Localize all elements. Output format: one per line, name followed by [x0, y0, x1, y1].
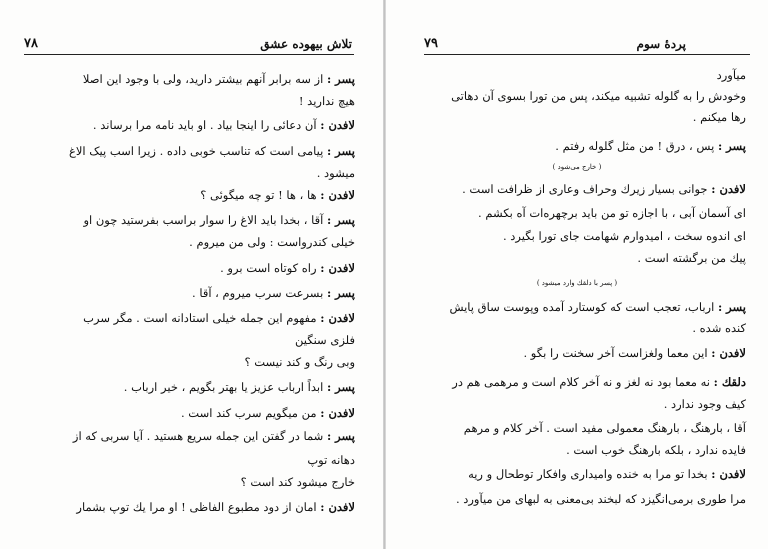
line-text: آن دعائی را اینجا بیاد . او باید نامه مرا برساند .	[92, 118, 321, 132]
speaker-name: پسر :	[326, 429, 355, 443]
text-line	[241, 475, 355, 489]
line-text: میشود .	[316, 166, 355, 180]
speaker-name: لافدن :	[320, 311, 355, 325]
line-text: بسرعت سرب میروم ، آقا .	[192, 286, 327, 300]
speaker-name: پسر :	[717, 139, 746, 153]
text-line	[76, 500, 355, 514]
text-line	[124, 380, 355, 394]
line-text: من میگویم سرب کند است .	[181, 406, 321, 420]
line-text: این معما ولغزاست آخر سخنت را بگو .	[523, 346, 712, 360]
line-text: وخودش را به گلوله تشبیه میکند، پس من تورا بسوی آن دهاتی	[451, 89, 746, 103]
right-page-header	[424, 34, 750, 55]
speaker-name: لافدن :	[711, 346, 746, 360]
line-text: ای اندوه سخت ، امیدوارم شهامت جای تورا بگیرد .	[503, 229, 746, 243]
right-running-title: پردهٔ سوم	[636, 37, 686, 51]
text-line	[299, 94, 355, 108]
speaker-name: لافدن :	[320, 406, 355, 420]
line-text: ارباب، تعجب است که کوستارد آمده وپوست ساق پایش	[449, 300, 718, 314]
line-text: پیامی است که تناسب خوبی داده . زیرا اسب پیک الاغ	[68, 144, 327, 158]
speaker-name: لافدن :	[320, 500, 355, 514]
speaker-name: پسر :	[326, 72, 355, 86]
line-text: خیلی کندرواست : ولی من میروم .	[189, 235, 355, 249]
right-page	[386, 0, 768, 549]
text-line	[181, 406, 355, 420]
line-text: رها میکنم .	[692, 110, 746, 124]
stage-direction	[386, 276, 768, 290]
line-text: فایده ندارد ، بلکه بارهنگ خوب است .	[566, 443, 746, 457]
left-page-number: ۷۸	[24, 36, 38, 51]
speaker-name: پسر :	[326, 213, 355, 227]
text-line	[451, 89, 746, 103]
speaker-name: پسر :	[717, 300, 746, 314]
text-line	[244, 355, 355, 369]
line-text: ( خارج می‌شود )	[552, 163, 602, 171]
line-text: ها ، ها ! تو چه میگوئی ؟	[200, 188, 321, 202]
text-line	[192, 286, 355, 300]
line-text: هیچ ندارید !	[298, 94, 355, 108]
line-text: از سه برابر آنهم بیشتر دارید، ولی با وجود این اصلا	[82, 72, 327, 86]
line-text: آقا ، بارهنگ ، بارهنگ معمولی مفید است . آخر کلام و مرهم	[463, 421, 746, 435]
text-line	[637, 251, 746, 265]
text-line	[693, 110, 746, 124]
right-page-number: ۷۹	[424, 36, 438, 51]
text-line	[200, 188, 355, 202]
line-text: ( پسر با دلقك وارد میشود )	[536, 279, 618, 287]
speaker-name: لافدن :	[711, 182, 746, 196]
text-line	[717, 68, 746, 82]
text-line	[692, 321, 746, 335]
stage-direction	[386, 160, 768, 174]
speaker-name: لافدن :	[320, 188, 355, 202]
text-line	[566, 443, 746, 457]
text-line	[449, 300, 746, 314]
line-text: جوانی بسیار زیرك وحراف وعاری از ظرافت است .	[462, 182, 712, 196]
text-line	[307, 453, 355, 467]
speaker-name: لافدن :	[711, 467, 746, 481]
text-line	[664, 397, 746, 411]
text-line	[69, 144, 355, 158]
line-text: پس ، درق ! من مثل گلوله رفتم .	[555, 139, 718, 153]
line-text: وبی رنگ و کند نیست ؟	[244, 355, 355, 369]
line-text: کیف وجود ندارد .	[663, 397, 746, 411]
speaker-name: پسر :	[326, 286, 355, 300]
text-line	[452, 375, 746, 389]
text-line	[83, 213, 355, 227]
line-text: نه معما بود نه لغز و نه آخر کلام است و مرهمی هم در	[452, 375, 714, 389]
line-text: خارج میشود کند است ؟	[240, 475, 355, 489]
text-line	[468, 467, 746, 481]
text-line	[83, 311, 355, 325]
line-text: امان از دود مطبوع الفاظی ! او مرا یك توپ بشمار	[76, 500, 321, 514]
line-text: دهانه توپ	[307, 453, 355, 467]
speaker-name: دلقك :	[713, 375, 746, 389]
text-line	[524, 346, 747, 360]
text-line	[73, 429, 355, 443]
text-line	[555, 139, 746, 153]
text-line	[220, 261, 355, 275]
left-page	[0, 0, 383, 549]
text-line	[464, 421, 746, 435]
line-text: بخدا تو مرا به خنده وامیداری وافکار توطحال و ریه	[468, 467, 712, 481]
line-text: پیك من برگشته است .	[637, 251, 746, 265]
line-text: فلزی سنگین	[295, 333, 355, 347]
text-line	[83, 72, 355, 86]
text-line	[93, 118, 355, 132]
line-text: کنده شده .	[692, 321, 746, 335]
line-text: آقا ، بخدا باید الاغ را سوار براسب بفرستید چون او	[83, 213, 327, 227]
left-running-title: تلاش بیهوده عشق	[260, 37, 352, 51]
left-page-header	[24, 34, 354, 55]
line-text: مفهوم این جمله خیلی استادانه است . مگر سرب	[83, 311, 321, 325]
speaker-name: پسر :	[326, 144, 355, 158]
line-text: مرا طوری برمی‌انگیزد که لبخند بی‌معنی به لبهای من میآورد .	[455, 492, 746, 506]
line-text: راه کوتاه است برو .	[220, 261, 321, 275]
text-line	[189, 235, 355, 249]
speaker-name: لافدن :	[320, 118, 355, 132]
line-text: ابداً ارباب عزیز یا بهتر بگویم ، خیر ارباب .	[123, 380, 327, 394]
line-text: ای آسمان آبی ، با اجازه تو من باید برچهره‌ات آه بکشم .	[478, 206, 746, 220]
text-line	[462, 182, 746, 196]
text-line	[295, 333, 355, 347]
text-line	[478, 206, 746, 220]
speaker-name: لافدن :	[320, 261, 355, 275]
line-text: شما در گفتن این جمله سریع هستید . آیا سربی که از	[72, 429, 327, 443]
line-text: میآورد	[716, 68, 746, 82]
text-line	[456, 492, 746, 506]
speaker-name: پسر :	[326, 380, 355, 394]
text-line	[503, 229, 746, 243]
text-line	[317, 166, 355, 180]
